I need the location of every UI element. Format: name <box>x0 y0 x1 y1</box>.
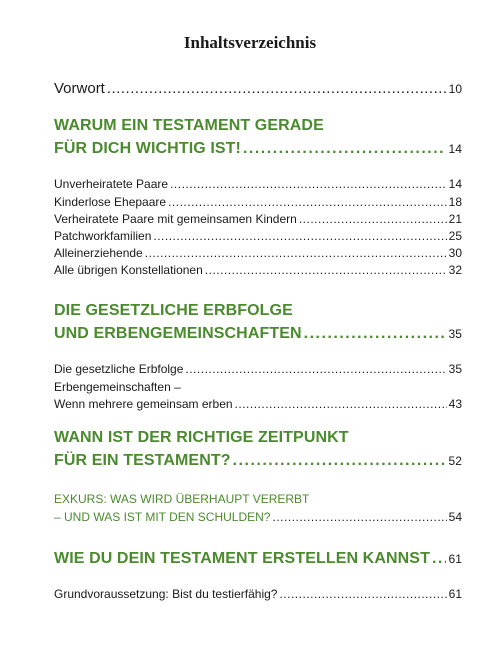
chapter-heading-2-line2: UND ERBENGEMEINSCHAFTEN <box>54 325 302 342</box>
dot-leader <box>243 140 446 158</box>
toc-page-number: 43 <box>448 397 462 411</box>
toc-page-number: 61 <box>448 552 462 566</box>
page-title: Inhaltsverzeichnis <box>183 33 317 52</box>
chapter-heading-3-line2: FÜR EIN TESTAMENT? <box>54 452 231 469</box>
toc-page-number: 35 <box>448 362 462 376</box>
toc-page-number: 30 <box>448 246 462 260</box>
dot-leader <box>432 550 446 568</box>
chapter-heading-3[interactable] <box>54 452 462 470</box>
dot-leader <box>107 80 447 97</box>
toc-page-number: 52 <box>448 454 462 468</box>
excursus-heading-line1[interactable]: EXKURS: WAS WIRD ÜBERHAUPT VERERBT <box>54 492 310 506</box>
dot-leader <box>304 325 447 343</box>
toc-entry-label: Grundvoraussetzung: Bist du testierfähig? <box>54 587 278 601</box>
toc-entry[interactable] <box>54 177 462 191</box>
toc-entry[interactable] <box>54 212 462 226</box>
toc-page-number: 32 <box>448 263 462 277</box>
chapter-heading-2-line1[interactable]: DIE GESETZLICHE ERBFOLGE <box>54 302 293 319</box>
toc-entry-line1[interactable]: Erbengemeinschaften – <box>54 380 181 394</box>
toc-entry-label: Alle übrigen Konstellationen <box>54 263 203 277</box>
dot-leader <box>272 510 446 524</box>
toc-entry-label: Patchworkfamilien <box>54 229 152 243</box>
toc-entry[interactable] <box>54 246 462 260</box>
toc-entry-label: Kinderlose Ehepaare <box>54 195 167 209</box>
dot-leader <box>279 587 446 601</box>
dot-leader <box>233 452 447 470</box>
toc-page-number: 14 <box>448 177 462 191</box>
chapter-heading-4[interactable] <box>54 550 462 568</box>
toc-page-number: 10 <box>448 82 462 96</box>
toc-page-number: 21 <box>448 212 462 226</box>
chapter-heading-1-line2: FÜR DICH WICHTIG IST! <box>54 140 241 157</box>
dot-leader <box>153 229 446 243</box>
toc-entry[interactable] <box>54 362 462 376</box>
toc-entry-label: Alleinerziehende <box>54 246 143 260</box>
toc-entry-label: Wenn mehrere gemeinsam erben <box>54 397 233 411</box>
toc-entry-label: Verheiratete Paare mit gemeinsamen Kindern <box>54 212 297 226</box>
chapter-heading-1-line1[interactable]: WARUM EIN TESTAMENT GERADE <box>54 117 324 134</box>
toc-page-number: 14 <box>448 142 462 156</box>
toc-entry[interactable] <box>54 397 462 411</box>
dot-leader <box>145 246 447 260</box>
dot-leader <box>299 212 447 226</box>
toc-page-number: 54 <box>448 510 462 524</box>
toc-page-number: 35 <box>448 327 462 341</box>
toc-entry[interactable] <box>54 195 462 209</box>
toc-page-number: 61 <box>448 587 462 601</box>
toc-entry[interactable] <box>54 229 462 243</box>
toc-page-number: 18 <box>448 195 462 209</box>
toc-entry-label: Vorwort <box>54 80 105 97</box>
dot-leader <box>205 263 447 277</box>
toc-entry[interactable] <box>54 587 462 601</box>
toc-entry[interactable] <box>54 263 462 277</box>
excursus-heading-line2: – UND WAS IST MIT DEN SCHULDEN? <box>54 510 271 524</box>
dot-leader <box>185 362 446 376</box>
toc-page-number: 25 <box>448 229 462 243</box>
dot-leader <box>235 397 447 411</box>
toc-entry-label: Unverheiratete Paare <box>54 177 169 191</box>
dot-leader <box>168 195 447 209</box>
toc-entry-vorwort[interactable] <box>54 80 462 97</box>
dot-leader <box>170 177 447 191</box>
chapter-heading-2[interactable] <box>54 325 462 343</box>
chapter-heading-1[interactable] <box>54 140 462 158</box>
chapter-heading-3-line1[interactable]: WANN IST DER RICHTIGE ZEITPUNKT <box>54 429 349 446</box>
chapter-heading-4-line1: WIE DU DEIN TESTAMENT ERSTELLEN KANNST <box>54 550 430 567</box>
toc-entry-label: Die gesetzliche Erbfolge <box>54 362 184 376</box>
excursus-heading[interactable] <box>54 510 462 524</box>
